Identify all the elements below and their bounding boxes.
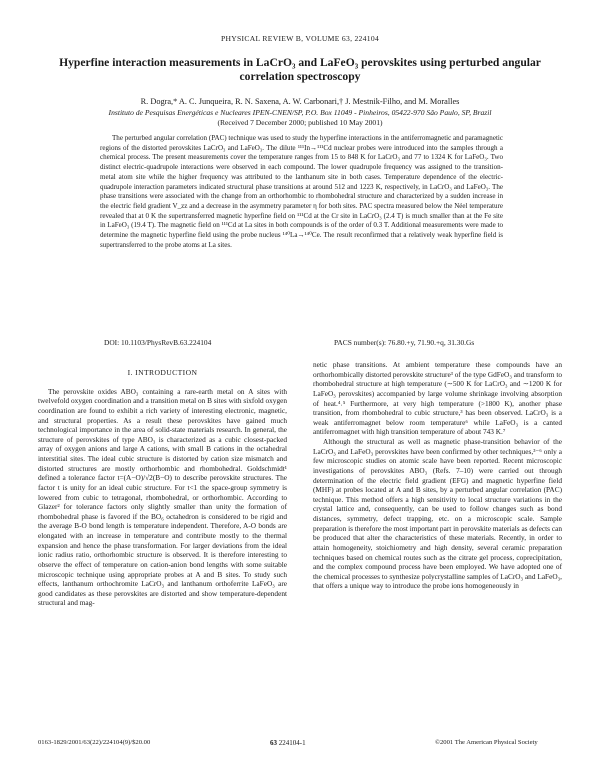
footer-copyright: ©2001 The American Physical Society	[435, 739, 538, 746]
paper-title: Hyperfine interaction measurements in LaCrO₃ and LaFeO₃ perovskites using perturbed angular correlation spectroscopy	[59, 56, 541, 83]
right-column	[313, 360, 562, 591]
footer-code: 0163-1829/2001/63(22)/224104(9)/$20.00	[38, 739, 151, 746]
abstract: The perturbed angular correlation (PAC) technique was used to study the hyperfine interactions in the antiferromagnetic and paramagnetic regions of the distorted perovskites LaCrO₃ and LaFeO₃. The dilute ¹¹¹In→¹¹¹Cd nuclear probes were introduced into the samples through a chemical process. The present measurements cover the temperature ranges from 15 to 848 K for LaCrO₃ and 77 to 1324 K for LaFeO₃. Two distinct electric-quadrupole interactions were observed in each compound. The lower quadrupole frequency was assigned to the transition-metal atom site while the higher frequency was attributed to the lanthanum site in both cases. Temperature dependence of the electric-quadrupole interaction parameters indicated structural phase transitions at around 512 and 1223 K, respectively, in LaCrO₃ and LaFeO₃. The phase transitions were associated with the change from an orthorhombic to rhombohedral structure and characterized by a sudden increase in the electric field gradient V_zz and a decrease in the asymmetry parameter η for both sites. PAC spectra measured below the Néel temperature revealed that at 0 K the supertransferred magnetic hyperfine field on ¹¹¹Cd at the Cr site in LaCrO₃ (2.4 T) is much smaller than at the Fe site in LaFeO₃ (19.4 T). The magnetic field on ¹¹¹Cd at La sites in both compounds is of the order of 0.3 T. Additional measurements were made to determine the magnetic hyperfine field using the probe nucleus ¹⁴⁰La→¹⁴⁰Ce. The result reconfirmed that a relatively weak hyperfine field is supertransferred to the probe atoms at La sites.	[100, 134, 503, 249]
left-column	[38, 362, 287, 608]
footer-page: 224104-1	[278, 739, 306, 747]
paragraph: netic phase transitions. At ambient temperature these compounds have an orthorhombically distorted perovskite structure³ of the type GdFeO₃ and transform to rhombohedral structure at high temperature (∼500 K for LaCrO₃ and ∼1200 K for LaFeO₃ perovskites) accompanied by large volume shrinkage involving absorption of heat.⁴˒⁵ Furthermore, at very high temperature (>1800 K), another phase transition, from rhombohedral to cubic structure,³ has been observed. LaCrO₃ is a weak antiferromagnet below room temperature⁶ while LaFeO₃ is a canted antiferromagnet with high transition temperature of about 743 K.⁷	[313, 360, 562, 437]
footer-volume: 63	[270, 739, 277, 747]
received-date: (Received 7 December 2000; published 10 May 2001)	[217, 118, 383, 127]
section-heading: I. INTRODUCTION	[127, 368, 198, 377]
paragraph: The perovskite oxides ABO₃ containing a rare-earth metal on A sites with twelvefold oxygen coordination and a transition metal on B sites with sixfold oxygen coordination are found to exhibit a rich variety of interesting electronic, magnetic, and structural properties. As a result these perovskites have gained much technological importance in the area of solid-state materials research. In general, the structure of perovskites of type ABO₃ is characterized as a cubic closest-packed array of oxygen anions and large A cations, with small B cations in the octahedral interstitial sites. The ideal cubic structure is distorted by cation size mismatch and distorted structures are mostly orthorhombic and rhombohedral. Goldschmidt¹ defined a tolerance factor t=(A−O)/√2(B−O) to describe perovskite structures. The factor t is unity for an ideal cubic structure. For t<1 the space-group symmetry is lowered from cubic to tetragonal, rhombohedral, or orthorhombic. According to Glazer² for tolerance factors only slightly smaller than unity the formation of rhombohedral phase is favored if the BO₆ octahedron is considered to be rigid and the average B-O bond length is temperature independent. Therefore, A-O bonds are elongated with an increase in temperature and contribute mostly to the thermal expansion and hence the phase transformation. For larger deviations from the ideal ionic radius ratio, orthorhombic structure is observed. It is therefore interesting to observe the effect of temperature on cation-anion bond lengths with some suitable microscopic technique using appropriate probes at A and B sites. To study such effects, lanthanum orthochromite LaCrO₃ and lanthanum orthoferrite LaFeO₃ are good candidates as these perovskites are distorted and show temperature-dependent structural and mag-	[38, 386, 287, 608]
running-head: PHYSICAL REVIEW B, VOLUME 63, 224104	[220, 34, 380, 43]
doi: DOI: 10.1103/PhysRevB.63.224104	[104, 338, 212, 347]
author-list: R. Dogra,* A. C. Junqueira, R. N. Saxena, A. W. Carbonari,† J. Mestnik-Filho, and M. Moralles	[140, 97, 460, 106]
paragraph: Although the structural as well as magnetic phase-transition behavior of the LaCrO₃ and LaFeO₃ perovskites have been confirmed by other techniques,³⁻⁶ only a few microscopic studies on atomic scale have been reported. Recent microscopic investigations of perovskites ABO₃ (Refs. 7–10) were carried out through determination of the electric field gradient (EFG) and magnetic hyperfine field (MHF) at probes located at A and B sites, by a perturbed angular correlation (PAC) technique. This method offers a high sensitivity to local structure variations in the crystal lattice and, consequently, can be used to follow changes such as bond distances, symmetry, defect trapping, etc. on a microscopic scale. Sample preparation is therefore the most important part in perovskite materials as defects can be produced that alter the characteristics of these materials. Recently, in order to attain homogeneity, stoichiometry and high density, several ceramic preparation techniques based on chemical routes such as the citrate gel process, coprecipitation, and the complex compound process have been employed. We have adopted one of the chemical processes to synthesize polycrystalline samples of LaCrO₃ and LaFeO₃, that offers a unique way to introduce the probe ions homogeneously in	[313, 437, 562, 591]
footer-page-number	[270, 739, 306, 747]
pacs-numbers: PACS number(s): 76.80.+y, 71.90.+q, 31.30.Gs	[334, 338, 475, 347]
affiliation: Instituto de Pesquisas Energéticas e Nucleares IPEN-CNEN/SP, P.O. Box 11049 - Pinheiros, 05422-970 São Paulo, SP, Brazil	[108, 108, 492, 117]
